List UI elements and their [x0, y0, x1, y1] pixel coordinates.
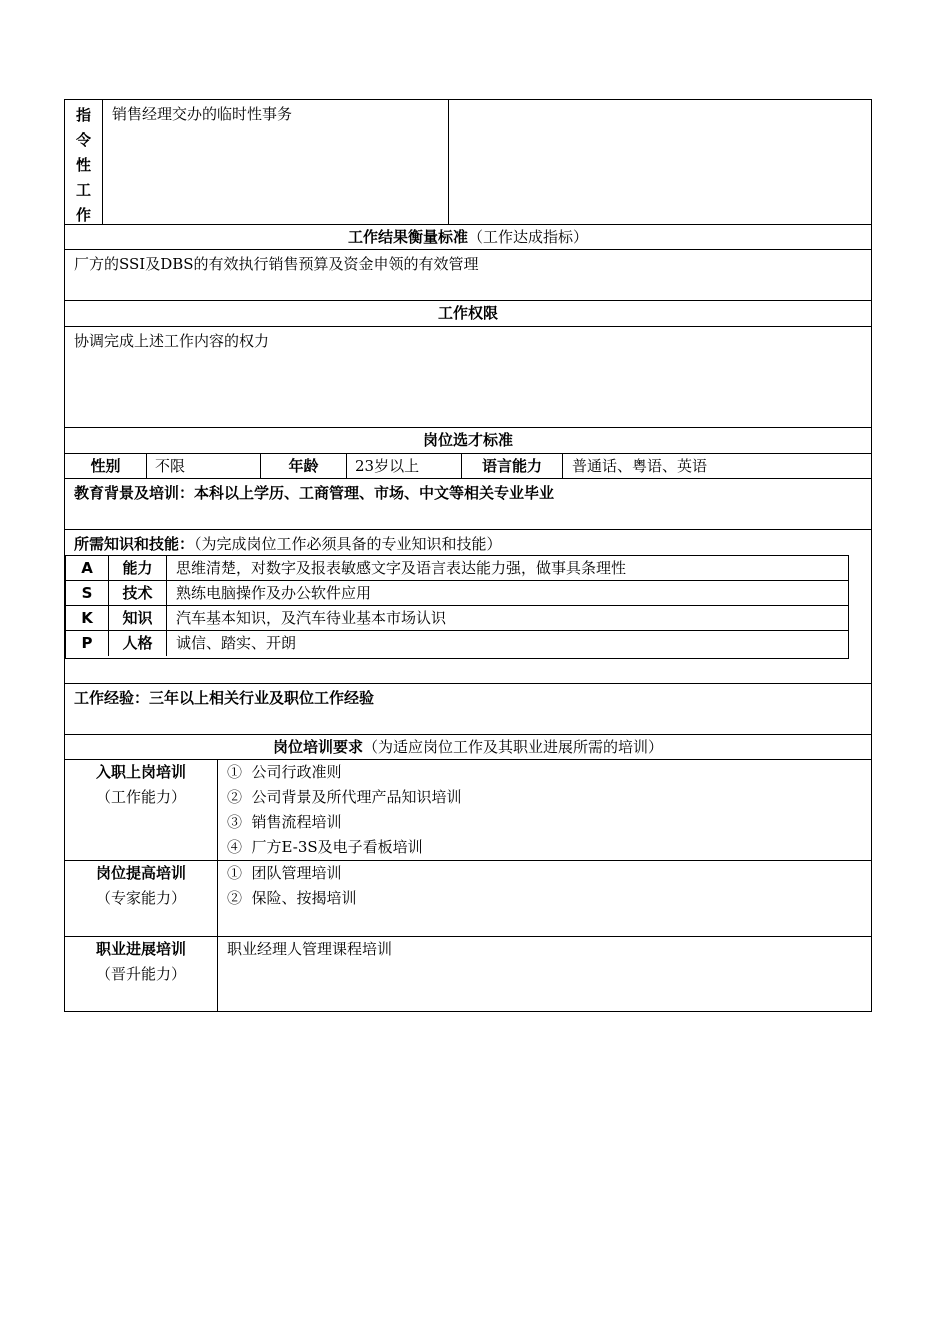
- training-item: ④ 厂方E-3S及电子看板培训: [227, 838, 423, 856]
- askp-table: [65, 555, 849, 659]
- age-label: 年龄: [260, 454, 346, 478]
- training-section-name: 职业进展培训: [95, 940, 186, 958]
- training-section-label: [65, 760, 217, 860]
- askp-desc: 汽车基本知识，及汽车待业基本市场认识: [166, 606, 848, 630]
- askp-letter: P: [81, 634, 93, 652]
- directive-content: [102, 100, 448, 224]
- directive-empty-cell: [448, 100, 871, 224]
- experience-text: 工作经验：三年以上相关行业及职位工作经验: [74, 689, 375, 707]
- selection-attributes-row: [64, 454, 872, 479]
- measure-title: 工作结果衡量标准: [347, 228, 468, 246]
- training-item: ① 团队管理培训: [227, 864, 342, 882]
- askp-row: [66, 606, 848, 631]
- education-text: 教育背景及培训：本科以上学历、工商管理、市场、中文等相关专业毕业: [74, 484, 555, 502]
- training-section-items: [217, 861, 871, 936]
- directive-label-char: 作: [75, 206, 91, 224]
- training-section: [64, 937, 872, 1012]
- askp-desc: 熟练电脑操作及办公软件应用: [166, 581, 848, 605]
- training-section-sub: （晋升能力）: [95, 965, 186, 983]
- training-item: 职业经理人管理课程培训: [227, 940, 393, 958]
- training-section-name: 岗位提高培训: [95, 864, 186, 882]
- training-section-items: [217, 760, 871, 860]
- askp-row: [66, 631, 848, 656]
- selection-title: 岗位选才标准: [422, 431, 513, 449]
- training-item: ② 公司背景及所代理产品知识培训: [227, 788, 462, 806]
- age-value: 23岁以上: [346, 454, 461, 478]
- training-item: ① 公司行政准则: [227, 763, 342, 781]
- directive-content-text: 销售经理交办的临时性事务: [112, 105, 293, 123]
- training-item: ③ 销售流程培训: [227, 813, 342, 831]
- measure-title-row: [64, 225, 872, 250]
- askp-row: [66, 581, 848, 606]
- training-section-label: [65, 861, 217, 936]
- gender-label: 性别: [90, 457, 121, 475]
- directive-row: [64, 99, 872, 225]
- askp-name: 人格: [108, 631, 166, 656]
- askp-name: 能力: [108, 556, 166, 580]
- knowledge-title: [65, 530, 871, 555]
- job-description-table: [64, 99, 872, 1012]
- directive-label-char: 性: [75, 156, 91, 174]
- training-title: 岗位培训要求: [272, 738, 363, 756]
- askp-row: [66, 556, 848, 581]
- authority-content: 协调完成上述工作内容的权力: [74, 332, 270, 350]
- directive-label: [65, 100, 102, 224]
- askp-desc: 思维清楚，对数字及报表敏感文字及语言表达能力强，做事具条理性: [166, 556, 848, 580]
- askp-name: 知识: [108, 606, 166, 630]
- training-section-sub: （工作能力）: [95, 788, 186, 806]
- measure-content-row: [64, 250, 872, 301]
- training-section-name: 入职上岗培训: [95, 763, 186, 781]
- directive-label-char: 令: [75, 131, 91, 149]
- askp-letter: K: [81, 609, 93, 627]
- knowledge-title-note: （为完成岗位工作必须具备的专业知识和技能）: [194, 535, 502, 553]
- measure-title-note: （工作达成指标）: [468, 228, 589, 246]
- directive-label-char: 指: [75, 106, 91, 124]
- authority-title: 工作权限: [437, 304, 498, 322]
- training-item: ② 保险、按揭培训: [227, 889, 357, 907]
- askp-letter: S: [81, 584, 93, 602]
- training-section: [64, 760, 872, 861]
- askp-desc: 诚信、踏实、开朗: [166, 631, 848, 656]
- knowledge-title-bold: 所需知识和技能：: [74, 535, 195, 553]
- language-label: 语言能力: [461, 454, 562, 478]
- authority-content-row: [64, 327, 872, 428]
- training-title-row: [64, 735, 872, 760]
- education-row: [64, 479, 872, 530]
- language-value: 普通话、粤语、英语: [562, 454, 871, 478]
- directive-label-char: 工: [75, 181, 91, 199]
- knowledge-row: [64, 530, 872, 684]
- training-section: [64, 861, 872, 937]
- gender-value: 不限: [146, 454, 260, 478]
- training-title-note: （为适应岗位工作及其职业进展所需的培训）: [363, 738, 664, 756]
- askp-letter: A: [81, 559, 93, 577]
- authority-title-row: [64, 301, 872, 327]
- askp-name: 技术: [108, 581, 166, 605]
- training-section-label: [65, 937, 217, 1011]
- measure-content: 厂方的SSI及DBS的有效执行销售预算及资金申领的有效管理: [74, 255, 479, 273]
- training-section-sub: （专家能力）: [95, 889, 186, 907]
- selection-title-row: [64, 428, 872, 454]
- experience-row: [64, 684, 872, 735]
- training-section-items: [217, 937, 871, 1011]
